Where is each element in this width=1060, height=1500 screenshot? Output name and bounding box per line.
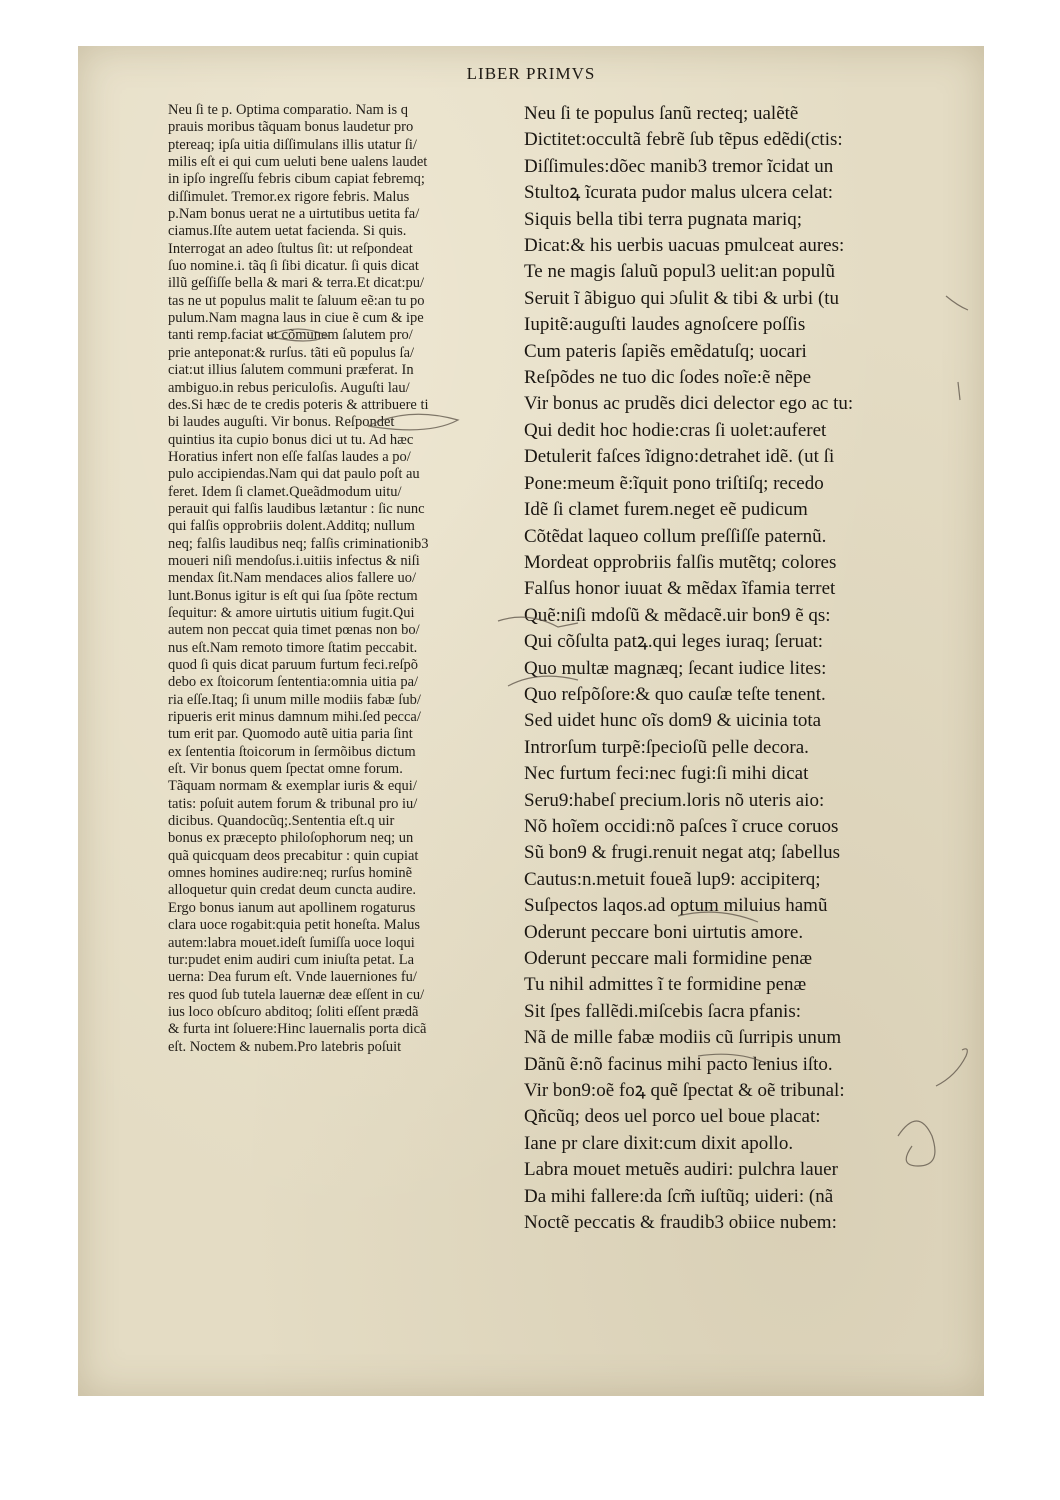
commentary-line: bonus ex præcepto philoſophorum neq; un — [168, 830, 414, 847]
verse-line: Vir bonus ac prudẽs dici delector ego ac tu: — [524, 393, 854, 415]
commentary-line: perauit qui falſis laudibus lætantur : ſic nunc — [168, 500, 425, 517]
commentary-line: illũ geſſiſſe bella & mari & terra.Et dicat:pu/ — [168, 275, 425, 292]
verse-line: Seruit ĩ ãbiguo qui ɔſulit & tibi & urbi (tu — [524, 287, 840, 309]
commentary-line: res quod ſub tutela lauernæ deæ eſſent in cu/ — [168, 986, 425, 1003]
commentary-line: alloquetur quin credat deum cuncta audire. — [168, 882, 417, 899]
verse-line: Cum pateris ſapiẽs emẽdatuſq; uocari — [524, 340, 807, 362]
verse-line: Da mihi fallere:da ſcm̃ iuſtũq; uideri: (nã — [524, 1185, 834, 1207]
commentary-line: diſſimulet. Tremor.ex rigore febris. Malus — [168, 188, 410, 205]
verse-line: Introrſum turpẽ:ſpecioſũ pelle decora. — [524, 736, 809, 758]
verse-line: Oderunt peccare mali formidine penæ — [524, 948, 813, 969]
commentary-line: dicibus. Quandocũq;.Sententia eſt.q uir — [168, 813, 395, 830]
verse-line: Noctẽ peccatis & fraudib3 obiice nubem: — [524, 1212, 837, 1234]
commentary-line: ſuo nomine.i. tãq ſi ſibi dicatur. ſi quis dicat — [168, 258, 419, 275]
commentary-line: ciat:ut illius ſalutem communi præferat. In — [168, 362, 414, 379]
verse-line: Iane pr clare dixit:cum dixit apollo. — [524, 1132, 794, 1154]
commentary-line: ius loco obſcuro abditoq; ſoliti eſſent prædã — [168, 1003, 419, 1020]
commentary-line: ciamus.Iſte autem uetat facienda. Si quis. — [168, 223, 407, 240]
commentary-line: quod ſi quis dicat paruum furtum feci.reſpõ — [168, 657, 419, 673]
commentary-line: Horatius infert non eſſe falſas laudes a po/ — [168, 448, 411, 465]
verse-line: Dictitet:occultã febrẽ ſub tẽpus edẽdi(ctis: — [524, 129, 843, 151]
verse-line: Labra mouet metuẽs audiri: pulchra lauer — [524, 1159, 838, 1181]
verse-line: Vir bon9:oẽ foꝝ quẽ ſpectat & oẽ tribunal: — [524, 1080, 845, 1102]
commentary-line: eſt. Noctem & nubem.Pro latebris poſuit — [168, 1038, 402, 1055]
verse-line: Oderunt peccare boni uirtutis amore. — [524, 921, 804, 943]
commentary-line: Neu ſi te p. Optima comparatio. Nam is q — [168, 102, 409, 118]
commentary-line: mendax ſit.Nam mendaces alios fallere uo/ — [168, 570, 417, 587]
verse-line: Quo reſpõſore:& quo cauſæ teſte tenent. — [524, 683, 826, 705]
verse-line: Dãnũ ẽ:nõ facinus mihi pacto lenius iſto. — [524, 1053, 833, 1075]
verse-line: Seru9:habeſ precium.loris nõ uteris aio: — [524, 789, 825, 811]
verse-line: Iupitẽ:auguſti laudes agnoſcere poſſis — [524, 314, 806, 336]
commentary-line: quintius ita cupio bonus dici ut tu. Ad hæc — [168, 431, 414, 448]
verse-line: Qñcũq; deos uel porco uel boue placat: — [524, 1106, 821, 1128]
verse-line: Qui dedit hoc hodie:cras ſi uolet:auferet — [524, 419, 827, 441]
commentary-line: Ergo bonus ianum aut apollinem rogaturus — [168, 899, 416, 916]
commentary-line: tum erit par. Quomodo autẽ uitia paria ſint — [168, 726, 413, 743]
verse-column — [524, 101, 964, 1236]
verse-line: Diſſimules:dõec manib3 tremor ĩcidat un — [524, 155, 834, 177]
commentary-line: tanti remp.faciat ut cõmunem ſalutem pro/ — [168, 327, 413, 344]
commentary-line: Tãquam normam & exemplar iuris & equi/ — [168, 778, 417, 795]
verse-line: Nã de mille fabæ modiis cũ ſurripis unum — [524, 1027, 842, 1049]
verse-line: Mordeat opprobriis falſis mutẽtq; colores — [524, 551, 837, 573]
commentary-line: uerna: Dea furum eſt. Vnde lauerniones fu/ — [168, 969, 417, 986]
verse-line: Idẽ ſi clamet furem.neget eẽ pudicum — [524, 499, 808, 521]
commentary-line: milis eſt ei qui cum ueluti bene ualens laudet — [168, 154, 428, 171]
commentary-line: pulum.Nam magna laus in ciue ẽ cum & ipe — [168, 310, 424, 327]
commentary-line: ptereaq; ipſa uitia diſſimulans illis utatur ſi/ — [168, 136, 417, 153]
commentary-line: bi laudes auguſti. Vir bonus. Reſpondet — [168, 414, 395, 431]
verse-line: Detulerit faſces ĩdigno:detrahet idẽ. (ut ſi — [524, 446, 835, 468]
commentary-line: debo ex ſtoicorum ſententia:omnia uitia pa/ — [168, 674, 419, 691]
verse-line: Cõtẽdat laqueo collum preſſiſſe paternũ. — [524, 525, 827, 547]
commentary-line: ſequitur: & amore uirtutis uitium fugit.Qui — [168, 604, 415, 621]
verse-line: Cautus:n.metuit foueã lup9: accipiterq; — [524, 868, 821, 890]
commentary-line: eſt. Vir bonus quem ſpectat omne forum. — [168, 761, 403, 778]
verse-line: Falſus honor iuuat & mẽdax ĩfamia terret — [524, 578, 836, 600]
book-page — [78, 46, 984, 1396]
verse-line: Suſpectos laqos.ad optum miluius hamũ — [524, 895, 828, 917]
commentary-line: omnes homines audire:neq; rurſus hominẽ — [168, 865, 413, 882]
commentary-line: pulo accipiendas.Nam qui dat paulo poſt au — [168, 466, 420, 483]
verse-line: Te ne magis ſaluũ popul3 uelit:an populũ — [524, 261, 836, 283]
commentary-line: prie anteponat:& rurſus. tãti eũ populus ſa/ — [168, 344, 415, 361]
commentary-line: & furta int ſoluere:Hinc lauernalis porta dicã — [168, 1021, 427, 1038]
commentary-line: des.Si hæc de te credis poteris & attribuere ti — [168, 396, 429, 413]
commentary-line: ripueris erit minus damnum mihi.ſed pecca/ — [168, 709, 421, 726]
commentary-line: lunt.Bonus igitur is eſt qui ſua ſpõte rectum — [168, 587, 418, 604]
verse-line: Stultoꝝ ĩcurata pudor malus ulcera celat: — [524, 182, 834, 204]
verse-line: Nec furtum feci:nec fugi:ſi mihi dicat — [524, 763, 809, 785]
commentary-line: ambiguo.in rebus periculoſis. Auguſti lau/ — [168, 379, 410, 396]
page-title: LIBER PRIMVS — [466, 64, 596, 83]
commentary-line: p.Nam bonus uerat ne a uirtutibus uetita fa/ — [168, 206, 420, 223]
verse-line: Qui cõſulta patꝝ.qui leges iuraq; ſeruat: — [524, 631, 824, 653]
commentary-line: nus eſt.Nam remoto timore ſtatim peccabit. — [168, 639, 418, 656]
commentary-line: Interrogat an adeo ſtultus ſit: ut reſpondeat — [168, 240, 413, 257]
verse-line: Reſpõdes ne tuo dic ſodes noĩe:ẽ nẽpe — [524, 367, 812, 389]
commentary-line: tas ne ut populus malit te ſaluum eẽ:an tu po — [168, 292, 425, 309]
verse-line: Quẽ:niſi mdoſũ & mẽdacẽ.uir bon9 ẽ qs: — [524, 604, 831, 626]
verse-line: Quo multæ magnæq; ſecant iudice lites: — [524, 657, 827, 679]
verse-line: Pone:meum ẽ:ĩquit pono triſtiſq; recedo — [524, 472, 824, 494]
commentary-line: autem:labra mouet.ideſt ſumiſſa uoce loqui — [168, 934, 415, 951]
verse-line: Dicat:& his uerbis uacuas pmulceat aures: — [524, 235, 845, 257]
commentary-line: prauis moribus tãquam bonus laudetur pro — [168, 119, 414, 136]
verse-line: Sũ bon9 & frugi.renuit negat atq; ſabellus — [524, 842, 841, 864]
commentary-line: feret. Idem ſi clamet.Queãdmodum uitu/ — [168, 483, 402, 500]
commentary-line: moueri niſi mendoſus.i.uitiis infectus & niſi — [168, 552, 420, 569]
commentary-line: tatis: poſuit autem forum & tribunal pro iu/ — [168, 795, 418, 812]
commentary-line: autem non peccat quia timet pœnas non bo/ — [168, 622, 420, 639]
commentary-line: tur:pudet enim audiri cum iniuſta petat. La — [168, 951, 415, 968]
commentary-line: qui falſis opprobriis dolent.Additq; nullum — [168, 518, 415, 535]
commentary-line: quã quicquam deos precabitur : quin cupiat — [168, 847, 419, 864]
verse-line: Neu ſi te populus ſanũ recteq; ualẽtẽ — [524, 103, 799, 124]
verse-line: Sed uidet hunc oĩs dom9 & uicinia tota — [524, 710, 822, 732]
verse-line: Sit ſpes fallẽdi.miſcebis ſacra pfanis: — [524, 1000, 802, 1022]
verse-line: Tu nihil admittes ĩ te formidine penæ — [524, 974, 807, 996]
commentary-line: in ipſo ingreſſu febris cibum capiat febremq; — [168, 171, 425, 188]
commentary-line: clara uoce rogabit:quia petit honeſta. Malus — [168, 917, 421, 934]
commentary-line: ria eſſe.Itaq; ſi unum mille modiis fabæ ſub/ — [168, 691, 421, 708]
verse-line: Siquis bella tibi terra pugnata mariq; — [524, 208, 803, 230]
commentary-line: ex ſententia ſtoicorum in ſermõibus dictum — [168, 743, 416, 760]
commentary-line: neq; falſis laudibus neq; falſis criminationib3 — [168, 535, 429, 552]
verse-line: Nõ hoĩem occidi:nõ paſces ĩ cruce coruos — [524, 815, 839, 837]
